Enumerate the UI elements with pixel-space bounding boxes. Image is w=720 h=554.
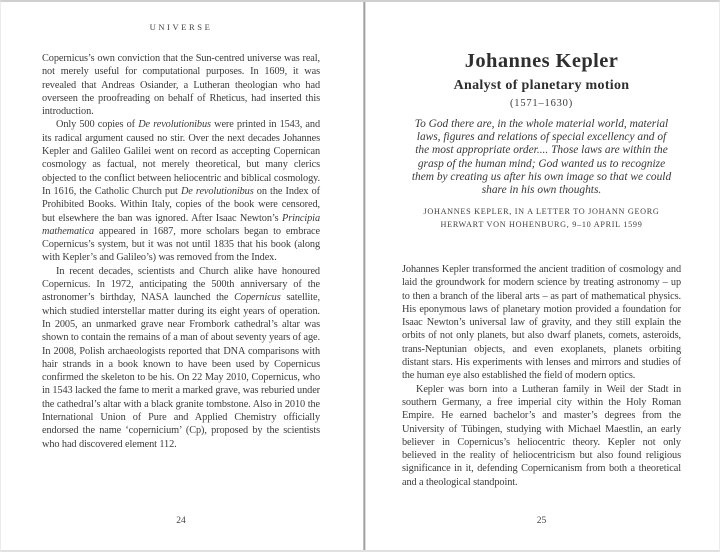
paragraph: Only 500 copies of De revolutionibus were printed in 1543, and its radical argument caused no stir. Over the next decades Johannes Kepler and Galileo Galilei went on record as accepting Copernican cosmology as factual, not merely theoretical, but many clerics objected to the conflict between heliocentric and biblical cosmology. In 1616, the Catholic Church put De revolutionibus on the Index of Prohibited Books. Within Italy, copies of the book were censored, but elsewhere the ban was ignored. After Isaac Newton’s Principia mathematica appeared in 1687, more scholars began to embrace Copernicus’s system, but it was not until 1835 that his book (along with Kepler’s and Galileo’s) was removed from the Index. <box>42 119 320 264</box>
chapter-head <box>402 2 681 231</box>
paragraph: Kepler was born into a Lutheran family in Weil der Stadt in southern Germany, a free imperial city within the Holy Roman Empire. He earned bachelor’s and master’s degrees from the University of Tübingen, studying with Michael Maestlin, an early believer in Copernicus’s heliocentric theory. Kepler not only believed in the reality of heliocentricism but also found religious significance in it, defending Copernicanism from both a theoretical and a theological standpoint. <box>402 383 681 488</box>
right-body-text <box>402 263 681 489</box>
paragraph: Copernicus’s own conviction that the Sun-centred universe was real, not merely useful for computational purposes. In 1609, it was revealed that Andreas Osiander, a Lutheran theologian who had overseen the proofreading on behalf of Rheticus, had inserted this introduction. <box>42 53 320 118</box>
page-number-left: 24 <box>176 516 186 526</box>
paragraph: In recent decades, scientists and Church alike have honoured Copernicus. In 1972, anticipating the 500th anniversary of the astronomer’s birthday, NASA launched the Copernicus satellite, which studied interstellar matter during its eight years of operation. In 2005, an unmarked grave near Frombork cathedral’s altar was shown to contain the remains of a man of about seventy years of age. In 2008, Polish archaeologists reported that DNA comparisons with hair strands in a book known to have been used by Copernicus confirmed the skeleton to be his. On 22 May 2010, Copernicus, who in 1543 lacked the fame to merit a marked grave, was reburied under the cathedral’s altar with a black granite tombstone. Also in 2010 the International Union of Pure and Applied Chemistry officially endorsed the name ‘copernicium’ (Cp), proposed by the scientists who had discovered element 112. <box>42 265 320 450</box>
page-gutter-divider <box>363 2 366 550</box>
chapter-subtitle: Analyst of planetary motion <box>453 78 630 93</box>
epigraph-quote: To God there are, in the whole material world, material laws, figures and relations of special excellency and of the most appropriate order.... Those laws are within the grasp of the human mind; God wanted us to recognize them by creating us after his own image so that we could share in his own thoughts. <box>411 118 672 197</box>
running-header: UNIVERSE <box>149 22 213 32</box>
left-body-text <box>42 52 320 451</box>
page-left <box>42 2 320 554</box>
paragraph: Johannes Kepler transformed the ancient tradition of cosmology and laid the groundwork for modern science by treating astronomy – up to then a branch of the liberal arts – as part of mathematical physics. His eponymous laws of planetary motion provided a foundation for Isaac Newton’s universal law of gravity, and they still explain the orbits of not only planets, but also dwarf planets, comets, asteroids, trans-Neptunian objects, and even exoplanets, planets orbiting distant stars. His experiments with lenses and mirrors and studies of the human eye also established the field of modern optics. <box>402 264 681 382</box>
chapter-dates: (1571–1630) <box>509 98 574 109</box>
page-right <box>402 2 681 554</box>
chapter-title: Johannes Kepler <box>464 50 619 72</box>
epigraph-attribution: JOHANNES KEPLER, IN A LETTER TO JOHANN GEORG HERWART VON HOHENBURG, 9–10 APRIL 1599 <box>423 207 660 230</box>
page-number-right: 25 <box>536 516 547 526</box>
